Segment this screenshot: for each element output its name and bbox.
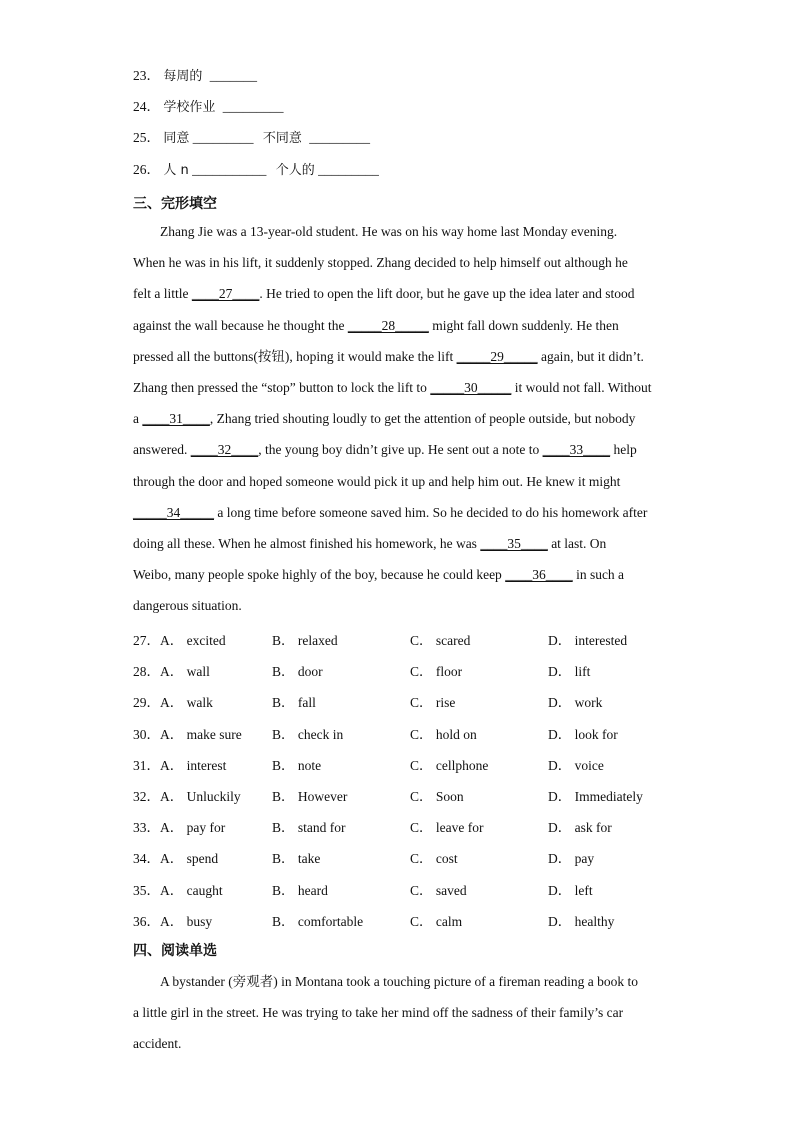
passage-text: Weibo, many people spoke highly of the boy, because he could keep: [133, 567, 506, 583]
option-c[interactable]: C． scared: [410, 633, 471, 648]
question-number: 31．: [133, 757, 160, 773]
passage-line: A bystander (旁观者) in Montana took a touching picture of a fireman reading a book to: [133, 974, 638, 989]
option-d[interactable]: D． ask for: [548, 820, 612, 836]
item-label: 每周的: [163, 69, 203, 84]
passage-line: [133, 403, 663, 434]
option-c[interactable]: C． saved: [410, 882, 467, 898]
question-options-row: [133, 691, 673, 711]
answer-blank-2[interactable]: _________: [309, 130, 371, 145]
passage-line: [133, 528, 663, 559]
item-number: 25．: [133, 130, 160, 145]
passage-text: again, but it didn’t.: [537, 348, 644, 364]
cloze-blank[interactable]: ____27____: [191, 286, 260, 302]
option-cell: [133, 723, 242, 743]
answer-blank-2[interactable]: _________: [318, 162, 379, 177]
option-c[interactable]: C． calm: [410, 913, 463, 929]
item-label: 人 n: [163, 163, 189, 178]
item-label-2: 个人的: [275, 163, 315, 178]
option-c[interactable]: C． leave for: [410, 820, 484, 836]
section-heading-reading: 四、阅读单选: [133, 943, 217, 959]
cloze-blank[interactable]: _____34_____: [133, 504, 214, 520]
option-d[interactable]: D． look for: [548, 726, 618, 742]
option-a[interactable]: A． excited: [160, 633, 226, 648]
question-options-row: [133, 847, 673, 867]
passage-text: at last. On: [547, 536, 607, 552]
vocab-item-23: [133, 67, 257, 86]
passage-line: [133, 278, 663, 309]
option-b[interactable]: B． heard: [272, 882, 328, 898]
option-a[interactable]: A． make sure: [160, 726, 242, 742]
question-options-row: [133, 785, 673, 805]
passage-line: [133, 466, 663, 497]
passage-text: , the young boy didn’t give up. He sent out a note to: [258, 442, 543, 458]
passage-line: [133, 497, 663, 528]
option-a[interactable]: A． pay for: [160, 820, 226, 836]
option-d[interactable]: D． interested: [548, 633, 628, 648]
answer-blank[interactable]: _________: [222, 99, 284, 114]
vocab-item-24: [133, 98, 284, 117]
item-label: 同意: [163, 131, 190, 146]
option-b[interactable]: B． fall: [272, 695, 316, 711]
option-cell: [133, 847, 218, 867]
question-number: 28．: [133, 664, 160, 680]
cloze-blank[interactable]: ____31____: [142, 411, 210, 427]
passage-text: When he was in his lift, it suddenly stopped. Zhang decided to help himself out although he: [133, 255, 628, 271]
option-d[interactable]: D． pay: [548, 851, 595, 867]
option-b[interactable]: B． stand for: [272, 820, 346, 836]
option-b[interactable]: B． check in: [272, 726, 344, 742]
option-cell: [133, 629, 226, 649]
passage-text: in such a: [572, 567, 625, 583]
option-a[interactable]: A． spend: [160, 851, 219, 867]
option-b[interactable]: B． door: [272, 664, 323, 680]
cloze-blank[interactable]: ____36____: [505, 567, 573, 583]
question-options-row: [133, 816, 673, 836]
item-number: 26．: [133, 162, 160, 177]
option-d[interactable]: D． healthy: [548, 913, 615, 929]
option-d[interactable]: D． Immediately: [548, 789, 643, 804]
option-a[interactable]: A． wall: [160, 664, 210, 680]
option-a[interactable]: A． busy: [160, 913, 213, 929]
question-options-row: [133, 660, 673, 680]
option-d[interactable]: D． work: [548, 695, 603, 711]
passage-text: pressed all the buttons(按钮), hoping it would make the lift: [133, 348, 457, 364]
passage-text: felt a little: [133, 286, 192, 302]
question-options-row: [133, 879, 673, 899]
section-heading-cloze: 三、完形填空: [133, 196, 217, 212]
option-a[interactable]: A． walk: [160, 695, 213, 711]
passage-text: Zhang Jie was a 13-year-old student. He was on his way home last Monday evening.: [133, 224, 618, 239]
option-cell: [133, 754, 226, 774]
question-number: 36．: [133, 913, 160, 929]
passage-text: a long time before someone saved him. So he decided to do his homework after: [214, 504, 648, 520]
passage-line: [133, 559, 663, 590]
option-cell: [133, 660, 210, 680]
option-b[interactable]: B． relaxed: [272, 633, 338, 648]
item-number: 24．: [133, 99, 160, 114]
question-number: 34．: [133, 851, 160, 867]
passage-text: might fall down suddenly. He then: [428, 317, 619, 333]
question-number: 35．: [133, 882, 160, 898]
item-number: 23．: [133, 68, 160, 83]
passage-text: against the wall because he thought the: [133, 317, 348, 333]
question-options-row: [133, 723, 673, 743]
passage-text: through the door and hoped someone would pick it up and help him out. He knew it might: [133, 473, 621, 489]
passage-text: a: [133, 411, 143, 427]
reading-passage: [133, 966, 663, 1060]
question-number: 29．: [133, 695, 160, 711]
passage-text: , Zhang tried shouting loudly to get the attention of people outside, but nobody: [209, 411, 636, 427]
option-a[interactable]: A． caught: [160, 882, 223, 898]
passage-line: a little girl in the street. He was trying to take her mind off the sadness of their family’s car: [133, 1005, 624, 1021]
cloze-blank[interactable]: _____29_____: [456, 348, 538, 364]
cloze-blank[interactable]: _____30_____: [430, 380, 512, 396]
option-c[interactable]: C． cellphone: [410, 757, 489, 773]
question-options-row: [133, 910, 673, 930]
option-c[interactable]: C． cost: [410, 851, 458, 867]
passage-text: answered.: [133, 442, 191, 458]
cloze-blank[interactable]: ____32____: [190, 442, 259, 458]
question-options-row: [133, 629, 673, 649]
option-c[interactable]: C． Soon: [410, 789, 464, 804]
passage-text: . He tried to open the lift door, but he gave up the idea later and stood: [259, 286, 635, 302]
passage-line: [133, 590, 663, 621]
option-c[interactable]: C． rise: [410, 695, 456, 711]
question-number: 30．: [133, 726, 160, 742]
option-a[interactable]: A． Unluckily: [160, 789, 241, 804]
option-c[interactable]: C． floor: [410, 664, 463, 680]
passage-text: dangerous situation.: [133, 598, 242, 614]
option-cell: [133, 816, 225, 836]
question-number: 32．: [133, 789, 160, 804]
option-d[interactable]: D． lift: [548, 664, 591, 680]
option-cell: [133, 691, 213, 711]
cloze-blank[interactable]: _____28_____: [347, 317, 429, 333]
option-cell: [133, 785, 241, 805]
option-cell: [133, 910, 212, 930]
passage-line: [133, 372, 663, 403]
question-number: 27．: [133, 633, 160, 648]
question-number: 33．: [133, 820, 160, 836]
cloze-passage: [133, 216, 663, 622]
cloze-blank[interactable]: ____35____: [480, 536, 548, 552]
option-a[interactable]: A． interest: [160, 757, 227, 773]
cloze-blank[interactable]: ____33____: [542, 442, 611, 458]
passage-text: doing all these. When he almost finished his homework, he was: [133, 536, 481, 552]
passage-line: [133, 247, 663, 278]
passage-line: [133, 216, 663, 247]
passage-line: [133, 341, 663, 372]
passage-text: help: [610, 442, 637, 458]
answer-blank[interactable]: _________: [192, 130, 254, 145]
option-c[interactable]: C． hold on: [410, 726, 477, 742]
option-d[interactable]: D． left: [548, 882, 593, 898]
option-cell: [133, 879, 223, 899]
item-label: 学校作业: [163, 100, 216, 115]
passage-line: [133, 434, 663, 465]
passage-line: [133, 310, 663, 341]
answer-blank[interactable]: ___________: [192, 162, 267, 177]
option-b[interactable]: B． note: [272, 757, 322, 773]
passage-text: Zhang then pressed the “stop” button to lock the lift to: [133, 380, 431, 396]
vocab-item-26: [133, 161, 379, 180]
answer-blank[interactable]: _______: [209, 68, 258, 83]
question-options-row: [133, 754, 673, 774]
item-label-2: 不同意: [262, 131, 302, 146]
option-b[interactable]: B． take: [272, 851, 321, 867]
passage-text: it would not fall. Without: [511, 380, 652, 396]
vocab-item-25: [133, 129, 370, 148]
option-b[interactable]: B． However: [272, 789, 348, 804]
passage-line: accident.: [133, 1036, 182, 1052]
option-b[interactable]: B． comfortable: [272, 913, 364, 929]
option-d[interactable]: D． voice: [548, 757, 604, 773]
